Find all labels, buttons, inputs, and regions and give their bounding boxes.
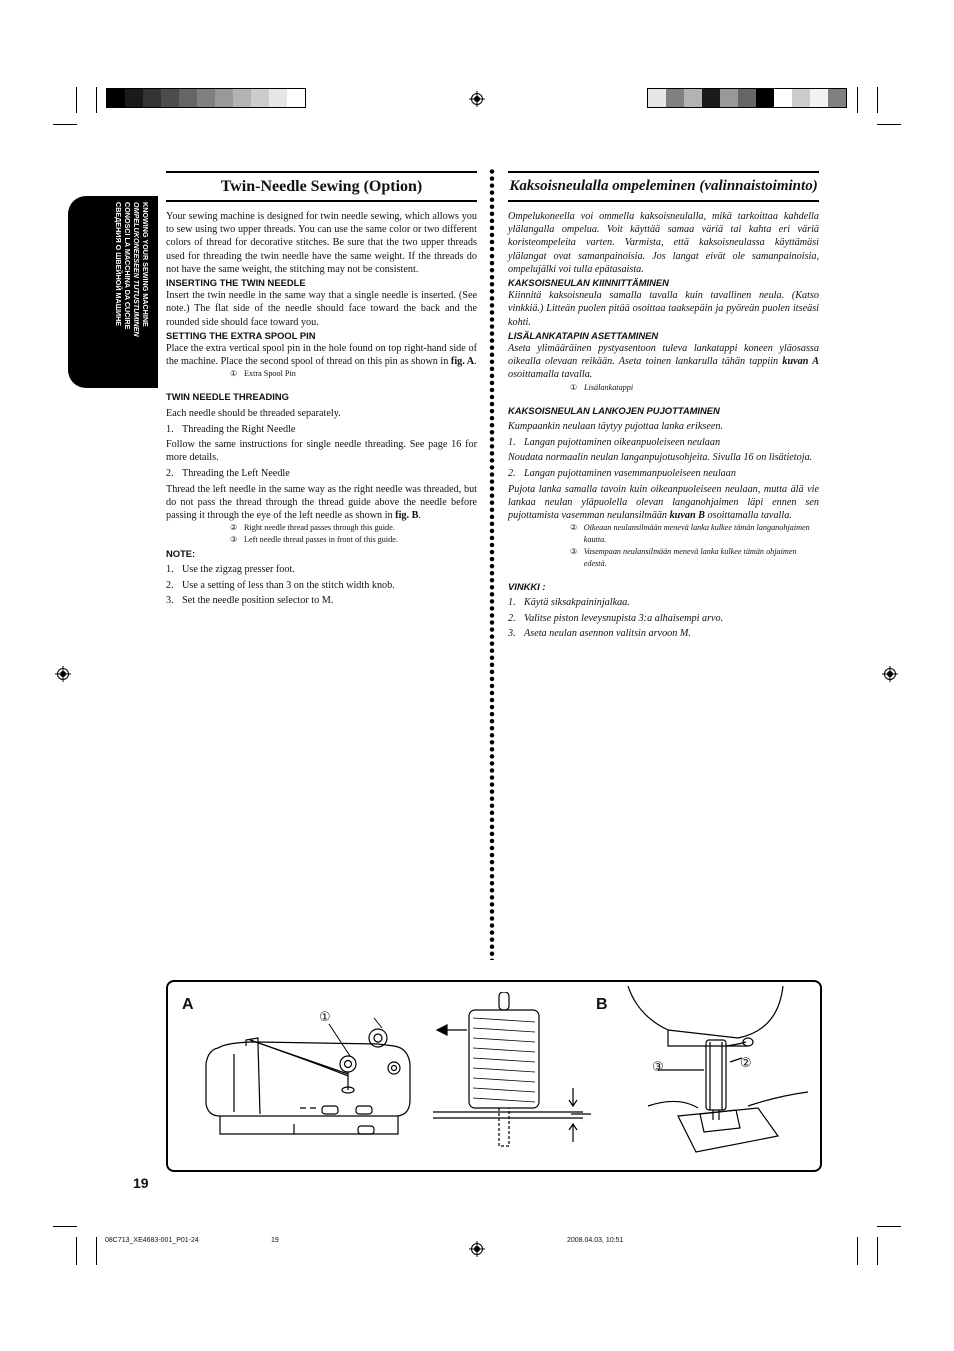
note-item: [508, 596, 819, 609]
footer-date: 2008.04.03, 10:51: [567, 1237, 624, 1244]
figure-box: [166, 980, 822, 1172]
list-text: Follow the same instructions for single needle threading. See page 16 for more details.: [166, 439, 477, 464]
crop-mark: [76, 87, 77, 113]
crop-mark: [96, 87, 97, 113]
color-swatch: [756, 89, 774, 107]
note-text: Aseta neulan asennon valitsin arvoon M.: [524, 627, 691, 639]
column-divider: [489, 168, 495, 960]
caption-marker: ①: [230, 369, 238, 379]
color-swatch: [125, 89, 143, 107]
side-tab-label: СВЕДЕНИЯ О ШВЕЙНОЙ МАШИНЕ: [114, 202, 123, 327]
crop-mark: [96, 1237, 97, 1265]
section-title: KAKSOISNEULAN KIINNITTÄMINEN: [508, 277, 669, 289]
color-bar-right: [647, 88, 847, 108]
callout-marker-2: ②: [740, 1056, 752, 1071]
figure-reference: fig. A: [450, 356, 475, 368]
english-column: [166, 210, 477, 607]
section-title: TWIN NEEDLE THREADING: [166, 391, 289, 403]
registration-mark-icon: [882, 666, 898, 682]
color-swatch: [143, 89, 161, 107]
color-swatch: [666, 89, 684, 107]
registration-mark-icon: [469, 91, 485, 107]
section-text: [508, 342, 819, 382]
finnish-column: [508, 210, 819, 640]
list-number: 3.: [166, 594, 174, 606]
list-text-body: Pujota lanka samalla tavoin kuin oikeanpuoleiseen neulaan, mutta älä vie lankaa neulan yläpuolella olevan langanohjaimen läpi ennen sen pujottamista vasemman neulansilmään: [508, 483, 819, 522]
twin-needle-illustration: [608, 986, 813, 1164]
section-text-body: Aseta ylimääräinen pystyasentoon tuleva lankatappi koneen yläosassa oikealla olevaan reikään. Aseta toinen lankarulla tähän tappiin: [508, 343, 819, 368]
list-number: 3.: [508, 627, 516, 639]
note-item: [166, 579, 477, 592]
page-number: 19: [133, 1175, 149, 1191]
list-number: 2.: [166, 579, 174, 591]
caption-text: Vasempaan neulansilmään menevä lanka kulkee tämän ohjaimen edestä.: [583, 547, 797, 569]
sewing-machine-illustration: [198, 1004, 418, 1144]
crop-mark: [76, 1237, 77, 1265]
caption-marker: ②: [570, 523, 578, 533]
section-text: Place the extra vertical spool pin in the hole found on top right-hand side of the machine. Place the second spool of thread on this pin as shown in fig. A.: [166, 343, 477, 368]
color-swatch: [828, 89, 846, 107]
section-text-tail: osoittamalla tavalla.: [508, 369, 593, 381]
crop-mark: [877, 1237, 878, 1265]
crop-mark: [857, 1237, 858, 1265]
color-swatch: [648, 89, 666, 107]
caption: [570, 382, 819, 394]
side-tab-labels: [110, 202, 150, 394]
list-text: Thread the left needle in the same way as the right needle was threaded, but do not pass the thread through the thread guide above the needle before passing it through the eye of the left needle as shown in fig. B.: [166, 483, 477, 522]
caption-text: Left needle thread passes in front of this guide.: [244, 535, 398, 545]
footer-filename: 08C713_XE4683-001_P01-24: [105, 1237, 199, 1244]
color-swatch: [215, 89, 233, 107]
note-text: Use a setting of less than 3 on the stitch width knob.: [182, 579, 395, 591]
crop-mark: [857, 87, 858, 113]
list-item: [508, 467, 819, 480]
caption-text: Oikeaan neulansilmään menevä lanka kulkee tämän langanohjaimen kautta.: [583, 523, 810, 545]
note-text: Use the zigzag presser foot.: [182, 564, 295, 576]
color-swatch: [810, 89, 828, 107]
color-swatch: [792, 89, 810, 107]
color-swatch: [738, 89, 756, 107]
side-tab-label: OMPELUKONEESEEN TUTUSTUMINEN: [132, 202, 141, 337]
list-item: [166, 467, 477, 480]
list-text-tail: osoittamalla tavalla.: [707, 510, 792, 522]
color-swatch: [251, 89, 269, 107]
callout-marker-1: ①: [319, 1010, 331, 1025]
color-swatch: [161, 89, 179, 107]
list-item: [508, 436, 819, 449]
section-text: Kumpaankin neulaan täytyy pujottaa lanka erikseen.: [508, 420, 724, 432]
note-item: [166, 594, 477, 607]
list-number: 2.: [508, 468, 516, 480]
list-text: [508, 483, 819, 523]
caption: [230, 522, 477, 534]
section-text: Each needle should be threaded separately.: [166, 407, 341, 419]
color-swatch: [684, 89, 702, 107]
figure-label-b: B: [596, 996, 608, 1013]
note-item: [508, 612, 819, 625]
section-title: SETTING THE EXTRA SPOOL PIN: [166, 329, 316, 341]
note-item: [166, 563, 477, 576]
color-bar-left: [106, 88, 306, 108]
caption-marker: ③: [570, 547, 578, 557]
color-swatch: [197, 89, 215, 107]
note-title: VINKKI :: [508, 581, 546, 593]
list-text: Noudata normaalin neulan langanpujotusohjeita. Sivulla 16 on lisätietoja.: [508, 452, 813, 464]
page-title-fi: Kaksoisneulalla ompeleminen (valinnaistoiminto): [508, 171, 819, 202]
registration-mark-icon: [55, 666, 71, 682]
list-title: Langan pujottaminen vasemmanpuoleiseen neulaan: [524, 468, 736, 480]
list-number: 2.: [508, 612, 516, 624]
list-text-body: Thread the left needle in the same way as the right needle was threaded, but do not pass the thread through the thread guide above the needle before passing it through the eye of the left needle as shown in: [166, 483, 477, 522]
note-title: NOTE:: [166, 548, 196, 560]
color-swatch: [233, 89, 251, 107]
color-swatch: [287, 89, 305, 107]
crop-mark: [877, 124, 901, 125]
figure-reference: fig. B: [395, 510, 419, 522]
caption: [230, 534, 477, 545]
caption-text: Right needle thread passes through this guide.: [244, 523, 395, 533]
section-title: LISÄLANKATAPIN ASETTAMINEN: [508, 329, 659, 341]
figure-reference: kuvan A: [782, 356, 819, 368]
section-text: Insert the twin needle in the same way that a single needle is inserted. (See note.) The flat side of the needle should face toward the back and the rounded side should face toward you.: [166, 290, 477, 328]
list-title: Threading the Left Needle: [182, 468, 290, 480]
spool-pin-detail-illustration: [433, 992, 593, 1152]
side-tab-label: CONOSCI LA MACCHINA DA CUCIRE: [123, 202, 132, 330]
figure-label-a: A: [182, 996, 194, 1013]
note-item: [508, 627, 819, 640]
list-item: [166, 423, 477, 436]
figure-reference: kuvan B: [669, 510, 705, 522]
color-swatch: [720, 89, 738, 107]
crop-mark: [53, 124, 77, 125]
callout-leader-line: [326, 1022, 356, 1062]
list-number: 1.: [166, 423, 174, 435]
crop-mark: [877, 87, 878, 113]
intro-text: Ompelukoneella voi ommella kaksoisneulalla, mikä tarkoittaa kahdella ylälangalla ompelua. Voit käyttää samaa väriä tai kahta eri väriä koristeompeleita varten. Varmista, että kaksoisneulassa käyttämäsi ylälangat ovat samanpainoisia. Jos langat eivät ole samanpainoisia, ompelujälki voi tulla epätasaista.: [508, 211, 819, 275]
list-number: 1.: [508, 437, 516, 449]
intro-text: Your sewing machine is designed for twin needle sewing, which allows you to sew using two upper threads. You can use the same color or two different colors of thread for decorative stitches. Be sure that the two upper threads used for threading the twin needle have the same weight. If the threads do not have the same weight, the stitching may not be consistent.: [166, 211, 477, 275]
list-number: 2.: [166, 468, 174, 480]
list-title: Langan pujottaminen oikeanpuoleiseen neulaan: [524, 437, 721, 449]
section-title: KAKSOISNEULAN LANKOJEN PUJOTTAMINEN: [508, 404, 720, 416]
color-swatch: [774, 89, 792, 107]
section-text: Kiinnitä kaksoisneula samalla tavalla kuin tavallinen neula. (Katso vinkkiä.) Litteän puolen pitää osoittaa taaksepäin ja pyöreän puolen itseäsi kohti.: [508, 290, 819, 328]
side-tab: [68, 196, 158, 388]
crop-mark: [53, 1226, 77, 1227]
note-text: Käytä siksakpaininjalkaa.: [524, 597, 630, 609]
caption: [230, 368, 477, 380]
color-swatch: [702, 89, 720, 107]
caption: [570, 546, 819, 570]
caption-text: Lisälankatappi: [584, 382, 634, 392]
crop-mark: [877, 1226, 901, 1227]
section-text-body: Place the extra vertical spool pin in the hole found on top right-hand side of the machine. Place the second spool of thread on this pin as shown in: [166, 343, 477, 368]
registration-mark-icon: [469, 1241, 485, 1257]
list-number: 1.: [508, 597, 516, 609]
note-text: Valitse piston leveysnupista 3:a alhaisempi arvo.: [524, 612, 724, 624]
color-swatch: [107, 89, 125, 107]
side-tab-label: KNOWING YOUR SEWING MACHINE: [141, 202, 150, 327]
list-number: 1.: [166, 564, 174, 576]
caption-marker: ②: [230, 523, 238, 533]
caption-text: Extra Spool Pin: [244, 369, 296, 379]
caption-marker: ①: [570, 382, 578, 392]
color-swatch: [269, 89, 287, 107]
note-text: Set the needle position selector to M.: [182, 594, 334, 606]
color-swatch: [179, 89, 197, 107]
caption-marker: ③: [230, 535, 238, 545]
page-title-en: Twin-Needle Sewing (Option): [166, 171, 477, 202]
list-title: Threading the Right Needle: [182, 423, 296, 435]
footer-page: 19: [271, 1237, 279, 1244]
section-title: INSERTING THE TWIN NEEDLE: [166, 277, 306, 289]
caption: [570, 522, 819, 546]
callout-marker-3: ③: [652, 1060, 664, 1075]
